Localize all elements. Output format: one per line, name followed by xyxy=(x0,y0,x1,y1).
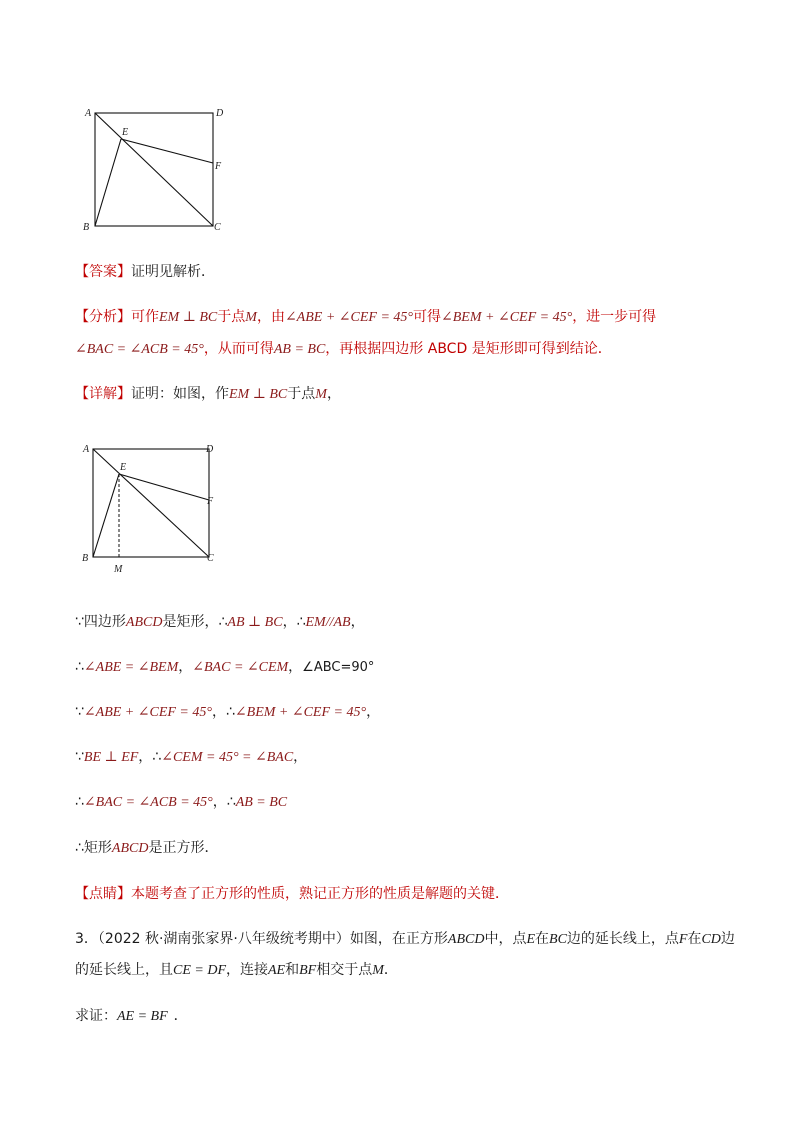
analysis-text: ，进一步可得 xyxy=(572,309,657,325)
analysis-line-1 xyxy=(75,307,656,328)
math-expr: M xyxy=(372,963,384,978)
problem-text: ． xyxy=(173,1008,188,1024)
problem-text: 求证： xyxy=(75,1008,117,1024)
math-expr: ∠ABE + ∠CEF = 45° xyxy=(83,705,212,720)
math-expr: M xyxy=(315,387,327,402)
proof-line-3 xyxy=(75,702,380,723)
analysis-line-2 xyxy=(75,339,612,360)
geometry-diagram-2 xyxy=(78,436,238,581)
math-expr: ∠BAC = ∠ACB = 45° xyxy=(75,342,204,357)
label-F: F xyxy=(207,496,214,507)
label-A: A xyxy=(83,444,90,455)
math-expr: AE xyxy=(268,963,286,978)
math-expr: EM//AB xyxy=(305,615,351,630)
proof-text: ， xyxy=(282,614,297,630)
problem-text: 边 xyxy=(720,931,735,947)
comment-tag: 【点睛】 xyxy=(75,886,131,902)
problem-text: ，连接 xyxy=(226,962,268,978)
proof-text: ， xyxy=(212,794,227,810)
figure-square-2 xyxy=(78,436,238,585)
proof-text: ， xyxy=(211,704,226,720)
label-D: D xyxy=(216,108,224,119)
math-expr: BF xyxy=(299,963,317,978)
label-E: E xyxy=(120,462,127,473)
therefore-symbol: ∴ xyxy=(218,614,228,630)
proof-text: ， xyxy=(288,659,303,675)
answer-tag: 【答案】 xyxy=(75,264,131,280)
problem-text: ． xyxy=(383,962,398,978)
proof-line-5 xyxy=(75,792,287,813)
because-symbol: ∵ xyxy=(75,704,84,720)
therefore-symbol: ∴ xyxy=(75,659,84,675)
figure-square-1 xyxy=(78,100,238,244)
detail-tag: 【详解】 xyxy=(75,386,131,402)
math-expr: ∠BEM + ∠CEF = 45° xyxy=(441,310,573,325)
problem3-line-2 xyxy=(75,960,398,981)
therefore-symbol: ∴ xyxy=(225,704,235,720)
therefore-symbol: ∴ xyxy=(75,840,84,856)
proof-text: ， xyxy=(350,614,365,630)
math-expr: EM ⊥ BC xyxy=(159,310,218,325)
analysis-tag: 【分析】 xyxy=(75,309,131,325)
comment-line xyxy=(75,884,509,904)
math-expr: CE = DF xyxy=(173,963,226,978)
detail-text: 证明：如图，作 xyxy=(131,386,229,402)
problem-text: 相交于点 xyxy=(316,962,373,978)
analysis-text: 可得 xyxy=(413,309,442,325)
math-expr: M xyxy=(245,310,257,325)
therefore-symbol: ∴ xyxy=(296,614,306,630)
proof-text: 是矩形， xyxy=(162,614,219,630)
math-expr: AB = BC xyxy=(273,342,326,357)
problem3-line-1 xyxy=(75,929,735,950)
math-expr: BC xyxy=(549,932,567,947)
proof-line-4 xyxy=(75,747,307,768)
analysis-text: 于点 xyxy=(217,309,246,325)
label-C: C xyxy=(214,222,221,233)
math-expr: ∠ABE = ∠BEM xyxy=(83,660,179,675)
proof-text: 是正方形． xyxy=(148,840,219,856)
proof-text: ， xyxy=(366,704,381,720)
proof-text: ∠ABC=90° xyxy=(302,660,375,675)
analysis-text: ，再根据四边形 ABCD 是矩形即可得到结论． xyxy=(325,341,612,357)
proof-text: ， xyxy=(138,749,153,765)
math-expr: F xyxy=(678,932,688,947)
label-E: E xyxy=(122,127,129,138)
math-expr: BE ⊥ EF xyxy=(83,750,139,765)
math-expr: ∠ABE + ∠CEF = 45° xyxy=(284,310,414,325)
math-expr: ∠BEM + ∠CEF = 45° xyxy=(234,705,367,720)
geometry-diagram-1 xyxy=(78,100,238,240)
math-expr: ∠BAC = ∠CEM xyxy=(192,660,289,675)
math-expr: ABCD xyxy=(111,841,149,856)
proof-text: ， xyxy=(293,749,308,765)
math-expr: CD xyxy=(701,932,721,947)
problem-text: 中，点 xyxy=(484,931,527,947)
math-expr: ∠BAC = ∠ACB = 45° xyxy=(83,795,213,810)
problem-text: 在 xyxy=(535,931,550,947)
proof-text: ∵四边形 xyxy=(75,614,126,630)
proof-line-2 xyxy=(75,657,374,678)
label-B: B xyxy=(82,553,89,564)
math-expr: AB = BC xyxy=(235,795,288,810)
comment-text: 本题考查了正方形的性质，熟记正方形的性质是解题的关键． xyxy=(131,886,509,902)
proof-text: 矩形 xyxy=(83,840,112,856)
math-expr: AB ⊥ BC xyxy=(227,615,283,630)
answer-line xyxy=(75,262,215,282)
label-C: C xyxy=(207,553,214,564)
because-symbol: ∵ xyxy=(75,749,84,765)
label-B: B xyxy=(83,222,90,233)
proof-text: ， xyxy=(178,659,193,675)
label-M: M xyxy=(114,564,123,575)
problem-text: 的延长线上，且 xyxy=(75,962,173,978)
problem-text: 3．（2022 秋·湖南张家界·八年级统考期中）如图，在正方形 xyxy=(75,931,448,947)
math-expr: AE = BF xyxy=(117,1009,168,1024)
analysis-text: ，由 xyxy=(256,309,285,325)
math-expr: EM ⊥ BC xyxy=(229,387,288,402)
detail-text: ， xyxy=(326,386,341,402)
proof-line-6 xyxy=(75,838,218,859)
therefore-symbol: ∴ xyxy=(75,794,84,810)
problem3-line-3 xyxy=(75,1006,188,1027)
problem-text: 边的延长线上，点 xyxy=(566,931,679,947)
math-expr: ABCD xyxy=(125,615,163,630)
math-expr: ABCD xyxy=(447,932,485,947)
proof-line-1 xyxy=(75,612,365,633)
label-D: D xyxy=(206,444,214,455)
therefore-symbol: ∴ xyxy=(226,794,236,810)
label-A: A xyxy=(85,108,92,119)
analysis-text: ，从而可得 xyxy=(203,341,274,357)
problem-text: 在 xyxy=(687,931,702,947)
math-expr: ∠CEM = 45° = ∠BAC xyxy=(161,750,294,765)
problem-text: 和 xyxy=(285,962,300,978)
detail-text: 于点 xyxy=(287,386,316,402)
math-expr: E xyxy=(526,932,536,947)
answer-text: 证明见解析． xyxy=(131,264,215,280)
detail-line xyxy=(75,384,341,405)
therefore-symbol: ∴ xyxy=(152,749,162,765)
analysis-text: 可作 xyxy=(131,309,159,325)
label-F: F xyxy=(215,161,222,172)
